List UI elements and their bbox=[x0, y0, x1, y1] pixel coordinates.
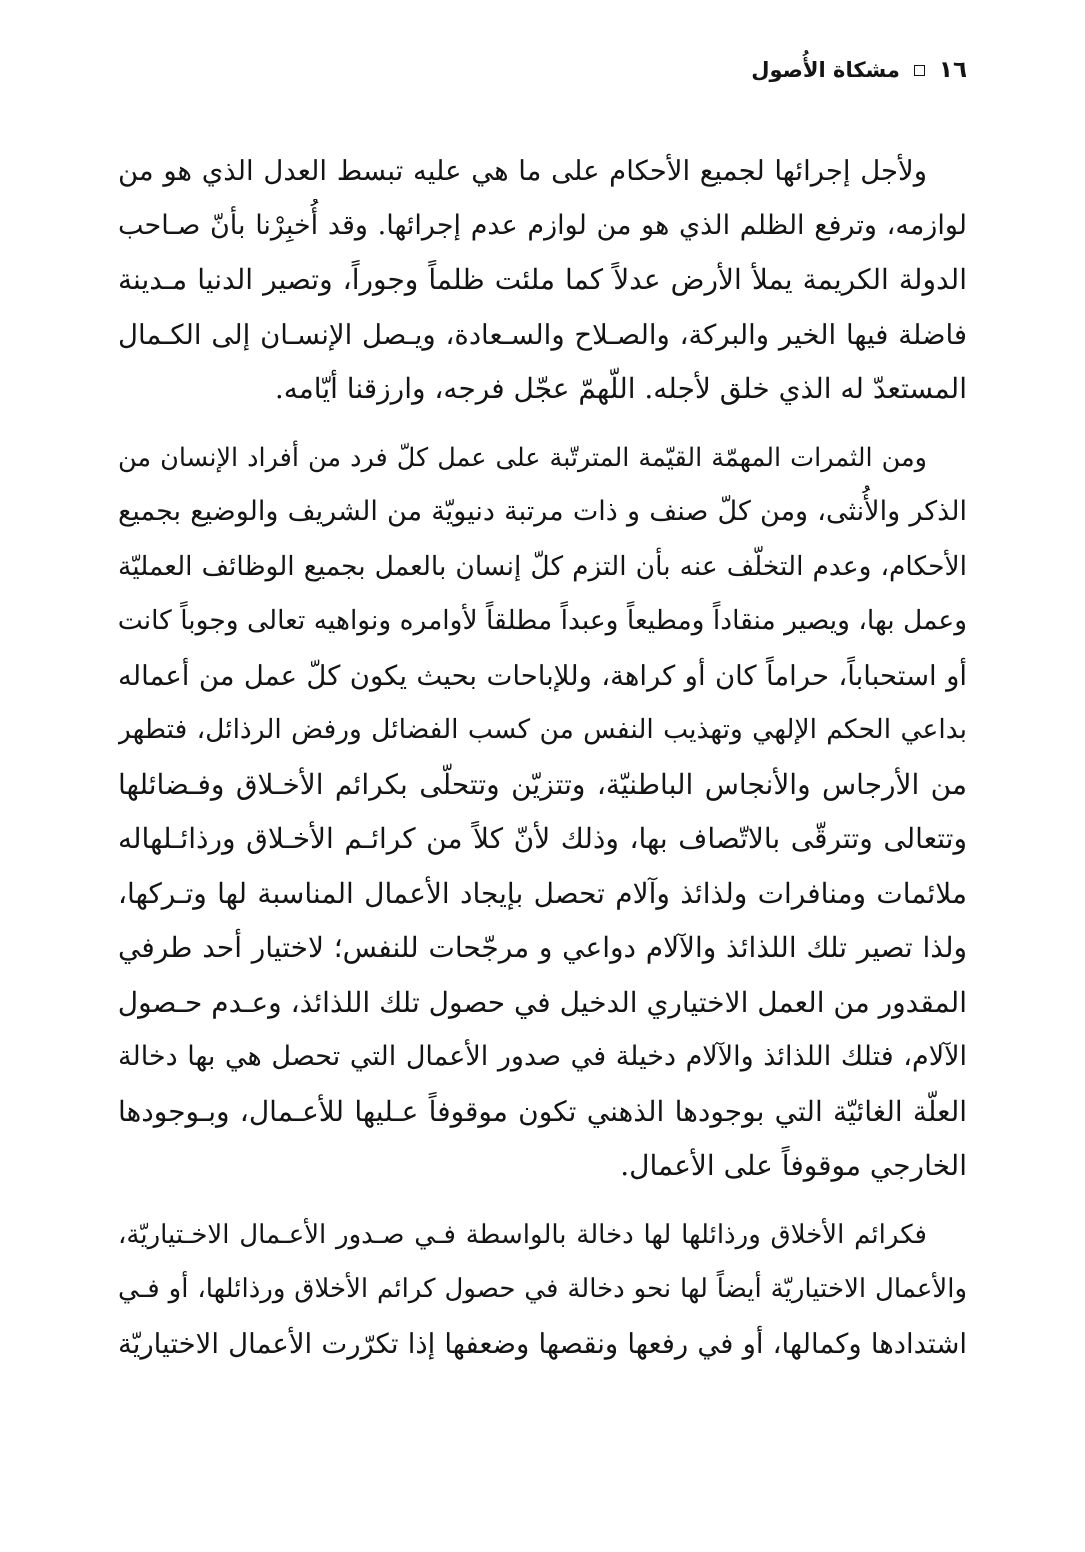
text-line: والأعمال الاختياريّة أيضاً لها نحو دخالة في حصول كرائم الأخلاق ورذائلها، أو فـي bbox=[118, 1274, 967, 1304]
text-line: الدولة الكريمة يملأ الأرض عدلاً كما ملئت ظلماً وجوراً، وتصير الدنيا مـدينة bbox=[118, 263, 967, 296]
paragraph-2 bbox=[118, 431, 967, 1194]
paragraph-3 bbox=[118, 1208, 967, 1372]
body-text bbox=[118, 144, 967, 1385]
text-line: ولذا تصير تلك اللذائذ والآلام دواعي و مرجّحات للنفس؛ لاختيار أحد طرفي bbox=[118, 931, 967, 964]
text-line: المقدور من العمل الاختياري الدخيل في حصول تلك اللذائذ، وعـدم حـصول bbox=[118, 985, 967, 1019]
text-line: العلّة الغائيّة التي بوجودها الذهني تكون موقوفاً عـليها للأعـمال، وبـوجودها bbox=[118, 1094, 967, 1128]
paragraph-1 bbox=[118, 144, 967, 417]
text-line: اشتدادها وكمالها، أو في رفعها ونقصها وضعفها إذا تكرّرت الأعمال الاختياريّة bbox=[118, 1327, 967, 1360]
text-line: فكرائم الأخلاق ورذائلها لها دخالة بالواسطة فـي صـدور الأعـمال الاخـتياريّة، bbox=[118, 1219, 927, 1250]
text-line: وعمل بها، ويصير منقاداً ومطيعاً وعبداً مطلقاً لأوامره ونواهيه تعالى وجوباً كانت bbox=[118, 605, 967, 636]
text-line: الخارجي موقوفاً على الأعمال. bbox=[620, 1149, 967, 1182]
book-title: مشكاة الأُصول bbox=[751, 58, 900, 82]
text-line: ولأجل إجرائها لجميع الأحكام على ما هي عليه تبسط العدل الذي هو من bbox=[118, 155, 927, 187]
text-line: أو استحباباً، حراماً كان أو كراهة، وللإباحات بحيث يكون كلّ عمل من أعماله bbox=[118, 659, 967, 692]
text-line: وتتعالى وتترقّى بالاتّصاف بها، وذلك لأنّ كلاً من كرائـم الأخـلاق ورذائـلهاله bbox=[118, 822, 967, 855]
text-line: لوازمه، وترفع الظلم الذي هو من لوازم عدم إجرائها. وقد أُخبِرْنا بأنّ صـاحب bbox=[118, 209, 967, 241]
text-line: الذكر والأُنثى، ومن كلّ صنف و ذات مرتبة دنيويّة من الشريف والوضيع بجميع bbox=[118, 496, 967, 527]
text-line: الأحكام، وعدم التخلّف عنه بأن التزم كلّ إنسان بالعمل بجميع الوظائف العمليّة bbox=[118, 550, 967, 582]
text-line: ملائمات ومنافرات ولذائذ وآلام تحصل بإيجاد الأعمال المناسبة لها وتـركها، bbox=[118, 876, 967, 910]
text-line: المستعدّ له الذي خلق لأجله. اللّهمّ عجّل فرجه، وارزقنا أيّامه. bbox=[274, 372, 967, 405]
text-line: ومن الثمرات المهمّة القيّمة المترتّبة على عمل كلّ فرد من أفراد الإنسان من bbox=[118, 442, 927, 473]
text-line: فاضلة فيها الخير والبركة، والصـلاح والسـعادة، ويـصل الإنسـان إلى الكـمال bbox=[118, 318, 967, 351]
page-number: ١٦ bbox=[938, 57, 967, 83]
header-separator-square-icon bbox=[914, 65, 925, 76]
text-line: من الأرجاس والأنجاس الباطنيّة، وتتزيّن وتتحلّى بكرائم الأخـلاق وفـضائلها bbox=[118, 767, 967, 801]
running-header bbox=[751, 52, 967, 88]
text-line: الآلام، فتلك اللذائذ والآلام دخيلة في صدور الأعمال التي تحصل هي بها دخالة bbox=[118, 1041, 967, 1072]
text-line: بداعي الحكم الإلهي وتهذيب النفس من كسب الفضائل ورفض الرذائل، فتطهر bbox=[118, 714, 967, 745]
